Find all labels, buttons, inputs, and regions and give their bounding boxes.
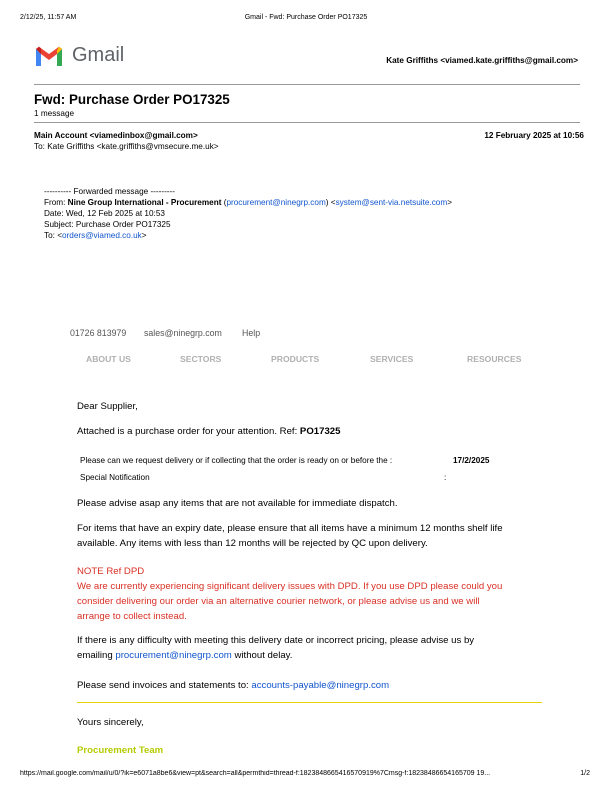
forwarded-from-paren-open: ( bbox=[221, 198, 227, 207]
forwarded-to-prefix: To: < bbox=[44, 231, 62, 240]
forwarded-from-end: > bbox=[447, 198, 452, 207]
gmail-wordmark: Gmail bbox=[72, 44, 125, 66]
letter-greeting: Dear Supplier, bbox=[77, 401, 138, 412]
forwarded-to bbox=[44, 231, 147, 241]
expiry-line-1: For items that have an expiry date, please ensure that all items have a minimum 12 months shelf life bbox=[77, 523, 503, 534]
signature-divider bbox=[77, 702, 542, 703]
expiry-line-2: available. Any items with less than 12 months will be rejected by QC upon delivery. bbox=[77, 538, 428, 549]
print-page-number: 1/2 bbox=[580, 770, 590, 777]
nav-about-us[interactable]: ABOUT US bbox=[86, 354, 131, 364]
contact-phone[interactable]: 01726 813979 bbox=[70, 328, 127, 338]
forwarded-from-name: Nine Group International - Procurement bbox=[67, 198, 222, 207]
po-reference: PO17325 bbox=[299, 426, 341, 437]
delivery-date: 17/2/2025 bbox=[453, 456, 490, 465]
difficulty-line-1: If there is any difficulty with meeting this delivery date or incorrect pricing, please advise us by bbox=[77, 635, 475, 646]
forwarded-to-link[interactable]: orders@viamed.co.uk bbox=[61, 231, 142, 240]
procurement-team-signature: Procurement Team bbox=[77, 745, 164, 756]
special-notification-label: Special Notification bbox=[80, 473, 150, 482]
print-datetime: 2/12/25, 11:57 AM bbox=[20, 14, 77, 21]
gmail-logo-icon bbox=[34, 45, 64, 67]
letter-attached bbox=[77, 425, 340, 440]
delivery-request: Please can we request delivery or if collecting that the order is ready on or before the : bbox=[80, 456, 393, 465]
contact-email[interactable]: sales@ninegrp.com bbox=[144, 328, 222, 338]
nav-resources[interactable]: RESOURCES bbox=[467, 354, 522, 364]
contact-help[interactable]: Help bbox=[242, 328, 261, 338]
nav-sectors[interactable]: SECTORS bbox=[180, 354, 222, 364]
difficulty-pre: emailing bbox=[77, 650, 116, 661]
special-notification-colon: : bbox=[444, 473, 447, 482]
nav-products[interactable]: PRODUCTS bbox=[271, 354, 320, 364]
forwarded-subject: Subject: Purchase Order PO17325 bbox=[44, 220, 171, 229]
forwarded-from bbox=[44, 198, 452, 208]
header-divider bbox=[34, 84, 580, 85]
advise-paragraph: Please advise asap any items that are not available for immediate dispatch. bbox=[77, 498, 398, 509]
print-page-title: Gmail - Fwd: Purchase Order PO17325 bbox=[244, 14, 368, 21]
forwarded-date: Date: Wed, 12 Feb 2025 at 10:53 bbox=[44, 209, 165, 218]
difficulty-line-2 bbox=[77, 649, 292, 664]
print-url: https://mail.google.com/mail/u/0/?ik=e6071a8be6&view=pt&search=all&permthid=thread-f:1823848665416570919%7Cmsg-f:18238486654165709 19... bbox=[20, 770, 491, 777]
account-owner: Kate Griffiths <viamed.kate.griffiths@gmail.com> bbox=[386, 56, 578, 65]
letter-closing: Yours sincerely, bbox=[77, 717, 144, 728]
email-from: Main Account <viamedinbox@gmail.com> bbox=[34, 131, 198, 140]
forwarded-from-prefix: From: bbox=[44, 198, 68, 207]
email-date: 12 February 2025 at 10:56 bbox=[484, 131, 584, 140]
note-title: NOTE Ref DPD bbox=[77, 566, 145, 577]
attached-text: Attached is a purchase order for your attention. Ref: bbox=[77, 426, 300, 437]
procurement-email-link[interactable]: procurement@ninegrp.com bbox=[115, 650, 232, 661]
note-line-3: arrange to collect instead. bbox=[77, 611, 187, 622]
message-count: 1 message bbox=[34, 109, 75, 118]
forwarded-from-link[interactable]: procurement@ninegrp.com bbox=[226, 198, 326, 207]
note-line-2: consider delivering our order via an alternative courier network, or please advise us and we will bbox=[77, 596, 480, 607]
note-line-1: We are currently experiencing significant delivery issues with DPD. If you use DPD please could you bbox=[77, 581, 503, 592]
email-to: To: Kate Griffiths <kate.griffiths@vmsecure.me.uk> bbox=[34, 142, 219, 151]
invoices-line bbox=[77, 679, 389, 694]
forwarded-divider: ---------- Forwarded message --------- bbox=[44, 187, 175, 196]
subject-divider bbox=[34, 122, 580, 123]
difficulty-post: without delay. bbox=[231, 650, 293, 661]
forwarded-to-end: > bbox=[141, 231, 147, 240]
nav-services[interactable]: SERVICES bbox=[370, 354, 414, 364]
email-subject: Fwd: Purchase Order PO17325 bbox=[34, 92, 230, 107]
forwarded-system-link[interactable]: system@sent-via.netsuite.com bbox=[335, 198, 448, 207]
forwarded-from-paren-close: ) < bbox=[325, 198, 336, 207]
accounts-payable-link[interactable]: accounts-payable@ninegrp.com bbox=[251, 680, 390, 691]
invoices-pre: Please send invoices and statements to: bbox=[77, 680, 252, 691]
